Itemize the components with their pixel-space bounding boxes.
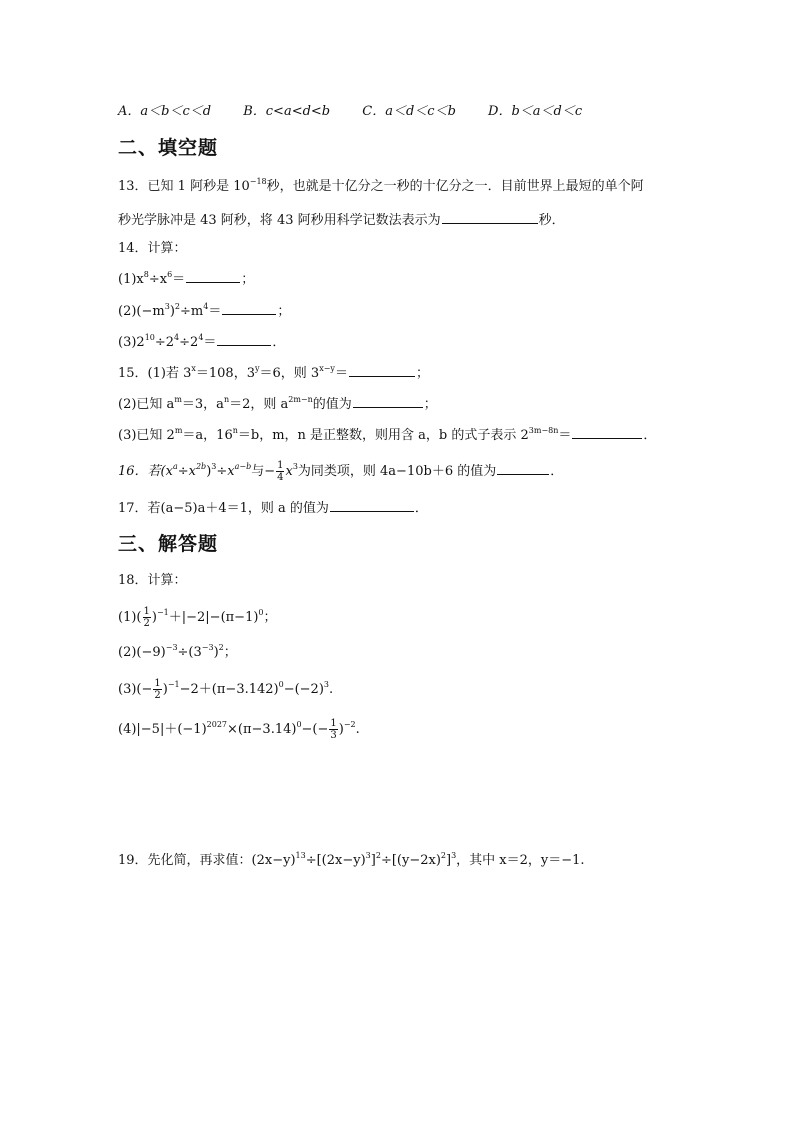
math-text: 2m−n xyxy=(288,395,313,404)
math-text: 16．若(x xyxy=(118,464,173,479)
math-text: ． xyxy=(550,464,564,479)
question-15-part-1 xyxy=(118,364,429,383)
question-18-part-1 xyxy=(118,606,277,629)
question-17 xyxy=(118,499,428,518)
question-14-part-2 xyxy=(118,302,290,321)
math-text: (2)已知 a xyxy=(118,397,175,412)
answer-blank[interactable] xyxy=(442,211,538,224)
math-text: a xyxy=(172,462,178,471)
section-title-solve: 三、解答题 xyxy=(118,533,219,555)
math-text: ； xyxy=(263,610,277,625)
question-15-part-2 xyxy=(118,395,437,414)
math-text: ) xyxy=(206,464,212,479)
math-text: 2027 xyxy=(206,720,228,729)
question-19 xyxy=(118,852,585,870)
math-text: 0 xyxy=(296,720,302,729)
math-text: 3 xyxy=(451,851,457,860)
answer-blank[interactable] xyxy=(330,499,414,512)
math-text: ] xyxy=(445,853,452,868)
math-text: ＝ xyxy=(208,304,222,319)
fraction xyxy=(276,460,284,483)
math-text: ； xyxy=(241,272,255,287)
math-text: ＋|−2|−(π−1) xyxy=(168,610,259,625)
math-text: 2 xyxy=(218,643,224,652)
fraction xyxy=(143,606,151,629)
math-text: ÷[(y−2x) xyxy=(380,853,441,868)
math-text: m xyxy=(174,395,182,404)
math-text: ； xyxy=(223,645,237,660)
math-text: −1 xyxy=(156,608,169,617)
math-text: −(− xyxy=(301,722,329,737)
math-text: ×(π−3.14) xyxy=(227,722,297,737)
math-text: ； xyxy=(277,304,291,319)
math-text: ] xyxy=(370,853,376,868)
math-text: 6 xyxy=(167,270,173,279)
math-text: (3)2 xyxy=(118,335,145,350)
question-18-head: 18．计算： xyxy=(118,573,187,588)
math-text: 为同类项，则 4a−10b＋6 的值为 xyxy=(297,464,497,479)
math-text: 19．先化简，再求值：(2x−y) xyxy=(118,853,296,868)
math-text: 3 xyxy=(365,851,371,860)
question-14-head: 14．计算： xyxy=(118,241,187,256)
math-text: n xyxy=(232,426,238,435)
math-text: . xyxy=(329,682,334,697)
option-d[interactable]: D．b＜a＜d＜c xyxy=(488,104,583,119)
math-text: x xyxy=(285,464,293,479)
math-text: −(−2) xyxy=(283,682,324,697)
question-14-part-1 xyxy=(118,270,254,289)
math-text: ； xyxy=(423,397,437,412)
math-text: ＝ xyxy=(203,335,217,350)
math-text: 15．(1)若 3 xyxy=(118,366,192,381)
math-text: ． xyxy=(414,501,428,516)
math-text: ＝ xyxy=(172,272,186,287)
math-text: n xyxy=(223,395,230,404)
math-text: ＝3，a xyxy=(181,397,224,412)
math-text: −1 xyxy=(167,680,180,689)
answer-blank[interactable] xyxy=(222,302,276,315)
q13-exponent: −18 xyxy=(249,177,267,186)
math-text: 3 xyxy=(164,302,170,311)
math-text: 的值为 xyxy=(312,397,352,412)
math-text: ＝ xyxy=(334,366,348,381)
math-text: 3m−8n xyxy=(528,426,559,435)
math-text: 2 xyxy=(375,851,381,860)
math-text: 3 xyxy=(330,730,337,741)
math-text: ÷(3 xyxy=(177,645,202,660)
math-text: ，其中 x＝2，y＝−1. xyxy=(456,853,585,868)
math-text: 1 xyxy=(330,718,337,729)
q13-text: 秒，也就是十亿分之一秒的十亿分之一．目前世界上最短的单个阿 xyxy=(266,179,644,194)
math-text: 2 xyxy=(440,851,446,860)
question-18-part-3 xyxy=(118,678,333,701)
q13-text: 秒光学脉冲是 43 阿秒，将 43 阿秒用科学记数法表示为 xyxy=(118,213,441,228)
math-text: ) xyxy=(162,682,168,697)
math-text: ÷x xyxy=(216,464,235,479)
math-text: (2)(−m xyxy=(118,304,165,319)
answer-blank[interactable] xyxy=(217,333,271,346)
math-text: 4 xyxy=(198,333,204,342)
question-16 xyxy=(118,460,563,483)
math-text: ÷x xyxy=(177,464,196,479)
answer-blank[interactable] xyxy=(497,462,549,475)
math-text: ＝2，则 a xyxy=(229,397,289,412)
math-text: −3 xyxy=(165,643,178,652)
math-text: 2b xyxy=(195,462,207,471)
option-c[interactable]: C．a＜d＜c＜b xyxy=(362,104,456,119)
math-text: 3 xyxy=(323,680,329,689)
math-text: (1)x xyxy=(118,272,144,287)
math-text: ) xyxy=(169,304,175,319)
math-text: 4 xyxy=(174,333,180,342)
answer-blank[interactable] xyxy=(349,364,415,377)
math-text: a−b xyxy=(234,462,252,471)
math-text: 13 xyxy=(295,851,306,860)
math-text: 4 xyxy=(203,302,209,311)
math-text: ) xyxy=(151,610,157,625)
q13-text: 秒． xyxy=(538,213,565,228)
math-text: −2＋(π−3.142) xyxy=(179,682,279,697)
math-text: . xyxy=(355,722,360,737)
math-text: −2 xyxy=(343,720,356,729)
answer-options xyxy=(118,103,610,121)
math-text: 1 xyxy=(277,460,284,471)
math-text: ＝108，3 xyxy=(195,366,255,381)
math-text: (1)( xyxy=(118,610,142,625)
math-text: y xyxy=(254,364,260,373)
question-14-part-3 xyxy=(118,333,285,352)
math-text: ； xyxy=(415,366,429,381)
math-text: (3)(− xyxy=(118,682,153,697)
math-text: 与− xyxy=(251,464,276,479)
math-text: ＝a，16 xyxy=(182,428,233,443)
math-text: x−y xyxy=(319,364,335,373)
math-text: ÷[(2x−y) xyxy=(305,853,366,868)
option-a[interactable]: A．a＜b＜c＜d xyxy=(118,104,212,119)
math-text: (3)已知 2 xyxy=(118,428,175,443)
question-15-part-3 xyxy=(118,426,656,445)
math-text: ÷m xyxy=(179,304,204,319)
math-text: 1 xyxy=(143,606,150,617)
q13-text: 13．已知 1 阿秒是 10 xyxy=(118,179,250,194)
question-13-line-1 xyxy=(118,178,644,196)
fraction xyxy=(329,718,337,741)
math-text: ÷x xyxy=(148,272,168,287)
math-text: 17．若(a−5)a＋4＝1，则 a 的值为 xyxy=(118,501,329,516)
section-title-fill-blank: 二、填空题 xyxy=(118,137,219,159)
math-text: 10 xyxy=(144,333,155,342)
math-text: −3 xyxy=(201,643,214,652)
answer-blank[interactable] xyxy=(186,270,240,283)
math-text: (4)|−5|＋(−1) xyxy=(118,722,207,737)
question-18-part-4 xyxy=(118,718,360,741)
math-text: 2 xyxy=(154,690,161,701)
math-text: ) xyxy=(213,645,219,660)
answer-blank[interactable] xyxy=(572,426,642,439)
math-text: 2 xyxy=(174,302,180,311)
option-b[interactable]: B．c<a<d<b xyxy=(243,104,331,119)
math-text: 8 xyxy=(143,270,149,279)
math-text: (2)(−9) xyxy=(118,645,166,660)
question-13-line-2 xyxy=(118,211,565,230)
math-text: 4 xyxy=(277,472,284,483)
math-text: ) xyxy=(338,722,344,737)
math-text: 0 xyxy=(278,680,284,689)
math-text: ＝6，则 3 xyxy=(259,366,320,381)
math-text: ＝b，m，n 是正整数，则用含 a，b 的式子表示 2 xyxy=(237,428,529,443)
fraction xyxy=(153,678,161,701)
math-text: ÷2 xyxy=(154,335,175,350)
math-text: x xyxy=(191,364,196,373)
answer-blank[interactable] xyxy=(353,395,423,408)
math-text: 3 xyxy=(292,462,298,471)
math-text: 0 xyxy=(258,608,264,617)
math-text: ． xyxy=(643,428,657,443)
math-text: 3 xyxy=(211,462,217,471)
math-text: ÷2 xyxy=(179,335,199,350)
math-text: m xyxy=(174,426,183,435)
math-text: ． xyxy=(272,335,286,350)
math-text: 2 xyxy=(143,618,150,629)
question-18-part-2 xyxy=(118,644,237,662)
math-text: 1 xyxy=(154,678,161,689)
math-text: ＝ xyxy=(558,428,572,443)
